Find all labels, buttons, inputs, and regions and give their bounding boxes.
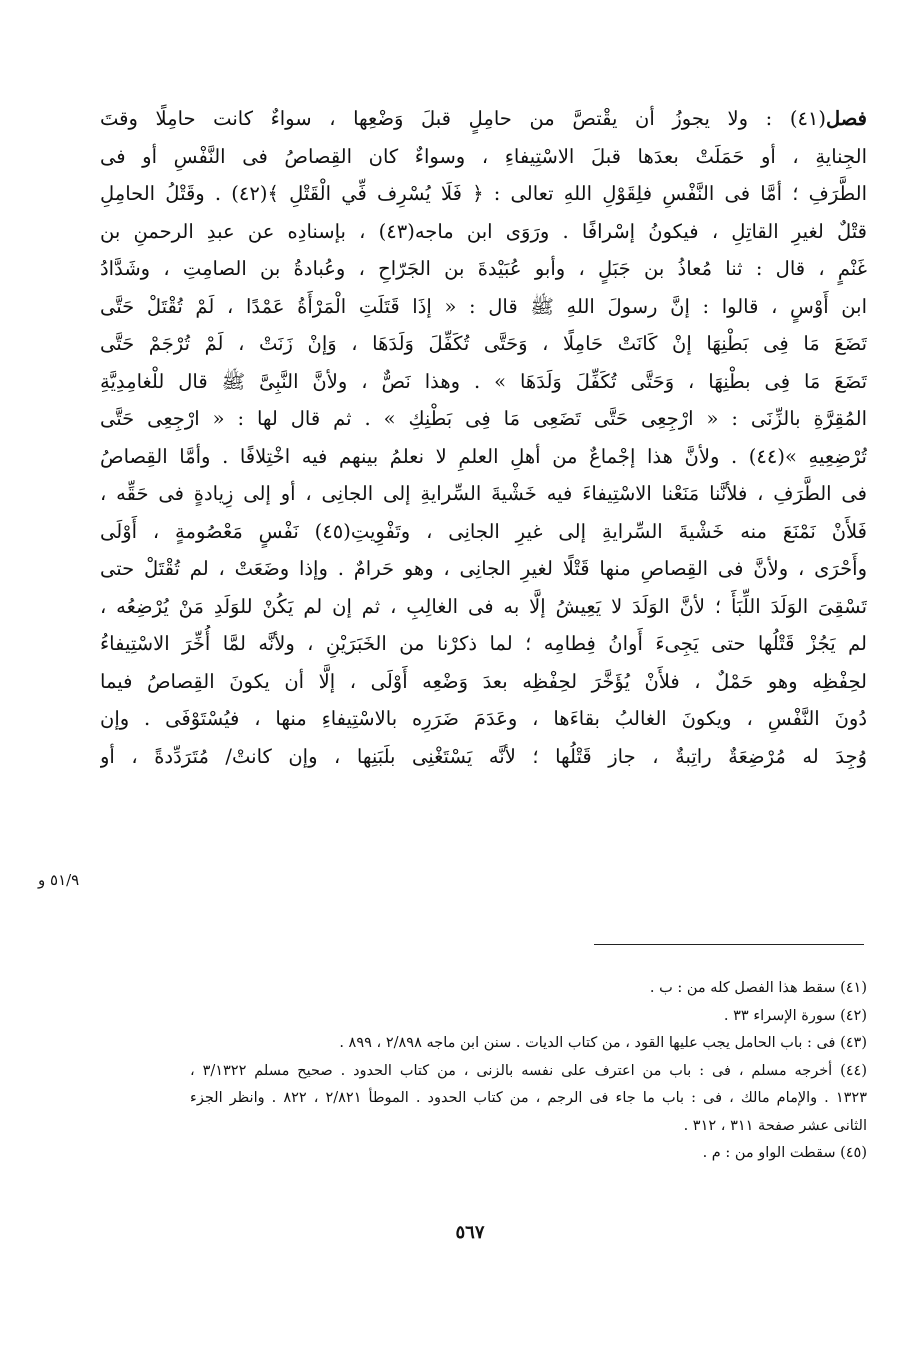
section-heading: فصل — [826, 107, 867, 130]
page-number: ٥٦٧ — [455, 1222, 485, 1243]
main-text-line: ابن أَوْسٍ ، قالوا : إنَّ رسولَ اللهِ ﷺ قال : « إذَا قَتَلَتِ الْمَرْأَةُ عَمْدًا ، لَمْ تُقْتَلْ حَتَّى — [100, 294, 867, 318]
main-text-line: تَسْقِىَ الوَلَدَ اللِّبَأَ ؛ لأنَّ الوَلَدَ لا يَعِيشُ إلَّا به فى الغالِبِ ، ثم إن لم يَكُنْ للوَلَدِ مَنْ يُرْضِعُه ، — [100, 594, 867, 618]
main-text-line-rest: : ولا يجوزُ أن يقْتصَّ من حامِلٍ قبلَ وَضْعِها ، سواءٌ كانت حامِلًا وقتَ — [100, 107, 773, 130]
margin-folio-ref: ٥١/٩ و — [38, 871, 80, 889]
footnote-line: ١٣٢٣ . والإمام مالك ، فى : باب ما جاء فى الرجم ، من كتاب الحدود . الموطأ ٢/٨٢١ ، ٨٢٢ . وانظر الجزء — [190, 1090, 867, 1106]
main-text-line: فَلأَنْ نَمْنَعَ منه خَشْيةَ السِّرايةِ إلى غيرِ الجانِى ، وتَفْوِيتِ(٤٥) نَفْسٍ مَعْصُومةٍ ، أَوْلَى — [100, 519, 867, 543]
main-text-line: غَنْمٍ ، قال : ثنا مُعاذُ بن جَبَلٍ ، وأبو عُبَيْدةَ بن الجَرّاحِ ، وعُبادةُ بن الصامِتِ ، وشَدَّادُ — [100, 257, 867, 280]
footnotes-block — [190, 975, 867, 1168]
main-text-line: قتْلٌ لغيرِ القاتِلِ ، فيكونُ إسْرافًا . ورَوَى ابن ماجه(٤٣) ، بإسنادِه عن عبدِ الرحمنِ بن — [100, 219, 867, 243]
main-text-line: لحِفْظِه وهو حَمْلٌ ، فلأَنْ يُؤَخَّرَ لحِفْظِه بعدَ وَضْعِه أَوْلَى ، إلَّا أن يكونَ القِصاصُ فيما — [100, 669, 867, 693]
main-text-line: وُجِدَ له مُرْضِعَةٌ راتِبةٌ ، جاز قَتْلُها ؛ لأنَّه يَسْتَغْنِى بلَبَنِها ، وإن كانتْ/ مُتَرَدِّدةً ، أو — [100, 744, 867, 768]
footnote-divider — [594, 944, 864, 945]
main-text-line: تَضَعَ مَا فِى بَطْنِهَا إنْ كَانَتْ حَامِلًا ، وَحَتَّى تُكَفِّلَ وَلَدَهَا ، وَإنْ زَنَتْ ، لَمْ تُرْجَمْ حَتَّى — [100, 332, 867, 355]
main-text-line: لم يَجُزْ قَتْلُها حتى يَجِىءَ أَوانُ فِطامِه ؛ لما ذكرْنا من الخَبَرَيْنِ ، ولأنَّه لمَّا أُخِّرَ الاسْتِيفاءُ — [100, 632, 867, 655]
footnote-line: (٤٤) أخرجه مسلم ، فى : باب من اعترف على نفسه بالزنى ، من كتاب الحدود . صحيح مسلم ٣/١٣٢٢ ، — [190, 1062, 867, 1079]
main-text-line — [100, 100, 867, 138]
main-text-line: الجِنايةِ ، أو حَمَلَتْ بعدَها قبلَ الاسْتِيفاءِ ، وسواءٌ كان القِصاصُ فى النَّفْسِ أو فى — [100, 144, 867, 168]
footnote-line: (٤٢) سورة الإسراء ٣٣ . — [723, 1007, 867, 1024]
main-text-line: دُونَ النَّفْسِ ، ويكونَ الغالبُ بقاءَها ، وعَدَمَ ضَرَرِه بالاسْتِيفاءِ منها ، فيُسْتَوْفَى . وإن — [100, 707, 867, 730]
main-text-line: فى الطَّرَفِ ، فلأنَّنا مَنَعْنا الاسْتِيفاءَ فيه خَشْيةَ السِّرايةِ إلى الجانِى ، أو إلى زِيادةٍ فى حَقِّه ، — [100, 482, 867, 505]
main-text-line: تُرْضِعِيهِ »(٤٤) . ولأنَّ هذا إجْماعٌ من أهلِ العلمِ لا نعلمُ بينهم فيه اخْتِلافًا . وأمَّا القِصاصُ — [100, 444, 867, 468]
footnote-ref: (٤١) — [789, 107, 826, 130]
footnote-line: الثانى عشر صفحة ٣١١ ، ٣١٢ . — [683, 1117, 867, 1134]
main-text-line: المُقِرَّةِ بالزِّنَى : « ارْجِعِى حَتَّى تَضَعِى مَا فِى بَطْنِكِ » . ثم قال لها : « ارْجِعِى حَتَّى — [100, 407, 867, 430]
footnote-line: (٤٥) سقطت الواو من : م . — [702, 1145, 867, 1161]
main-text-line: تَضَعَ مَا فِى بطْنِهَا ، وَحَتَّى تُكَفِّلَ وَلَدَهَا » . وهذا نَصٌّ ، ولأنَّ النَّبِىَّ ﷺ قال للْغامِدِيَّةِ — [100, 369, 867, 393]
main-text-line: الطَّرَفِ ؛ أمَّا فى النَّفْسِ فلِقَوْلِ اللهِ تعالى : ﴿ فَلَا يُسْرِف فِّي الْقَتْلِ ﴾(٤٢) . وقَتْلُ الحامِلِ — [100, 182, 867, 205]
footnote-line: (٤١) سقط هذا الفصل كله من : ب . — [649, 980, 867, 996]
main-text-line: وأَحْرَى ، ولأنَّ فى القِصاصِ منها قَتْلًا لغيرِ الجانِى ، وهو حَرامٌ . وإذا وضَعَتْ ، لم تُقْتَلْ حتى — [100, 557, 867, 580]
main-text-block — [100, 100, 867, 775]
footnote-line: (٤٣) فى : باب الحامل يجب عليها القود ، من كتاب الديات . سنن ابن ماجه ٢/٨٩٨ ، ٨٩٩ . — [339, 1035, 867, 1051]
